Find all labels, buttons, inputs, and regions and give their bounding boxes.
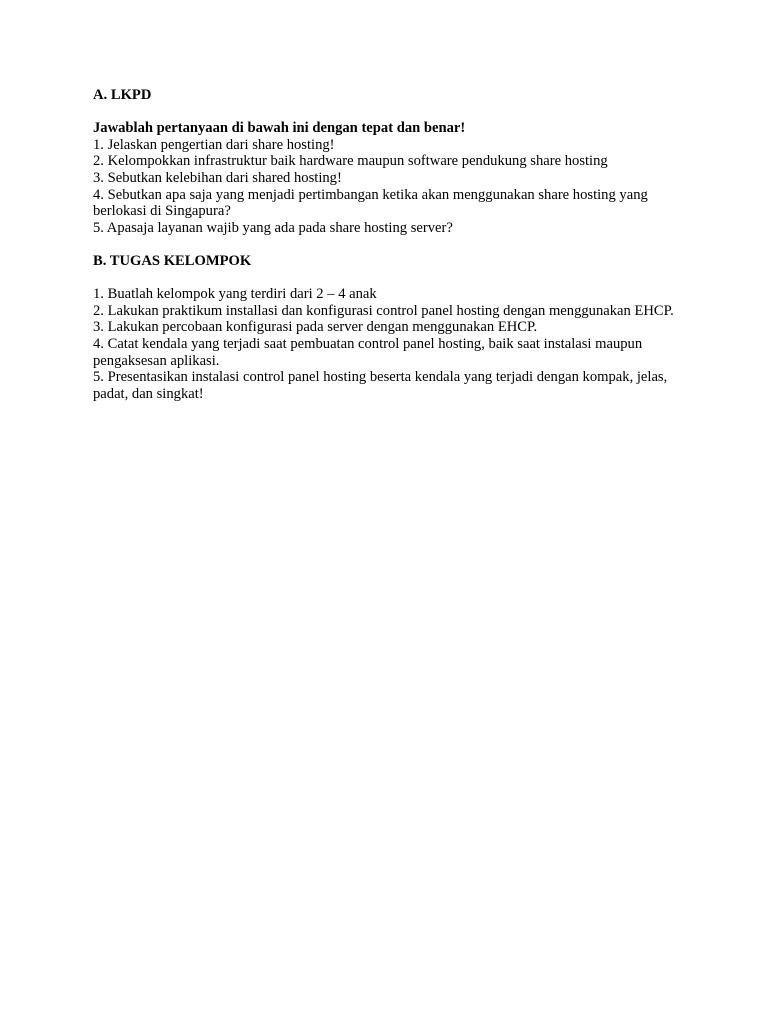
list-item: 1. Buatlah kelompok yang terdiri dari 2 – 4 anak [93, 286, 377, 303]
section-a-heading: A. LKPD [93, 87, 152, 103]
spacer [93, 104, 683, 121]
list-item: 5. Presentasikan instalasi control panel hosting beserta kendala yang terjadi dengan kompak, jelas, padat, dan singkat! [93, 369, 668, 402]
document-page [93, 87, 683, 402]
section-a-instruction: Jawablah pertanyaan di bawah ini dengan tepat dan benar! [93, 120, 466, 137]
list-item: 2. Kelompokkan infrastruktur baik hardware maupun software pendukung share hosting [93, 153, 608, 170]
section-b-task-list [93, 286, 683, 402]
list-item: 5. Apasaja layanan wajib yang ada pada share hosting server? [93, 219, 453, 236]
list-item: 4. Sebutkan apa saja yang menjadi pertimbangan ketika akan menggunakan share hosting yang berlokasi di Singapura? [93, 186, 648, 220]
list-item: 1. Jelaskan pengertian dari share hosting! [93, 136, 335, 153]
section-b-heading: B. TUGAS KELOMPOK [93, 252, 252, 269]
spacer [93, 270, 683, 287]
spacer [93, 236, 683, 253]
section-a-question-list [93, 137, 683, 237]
list-item: 3. Sebutkan kelebihan dari shared hosting! [93, 169, 342, 186]
list-item: 2. Lakukan praktikum installasi dan konfigurasi control panel hosting dengan menggunakan EHCP. [93, 302, 674, 319]
list-item: 3. Lakukan percobaan konfigurasi pada server dengan menggunakan EHCP. [93, 319, 538, 336]
list-item: 4. Catat kendala yang terjadi saat pembuatan control panel hosting, baik saat instalasi maupun pengaksesan aplikasi. [93, 335, 643, 369]
